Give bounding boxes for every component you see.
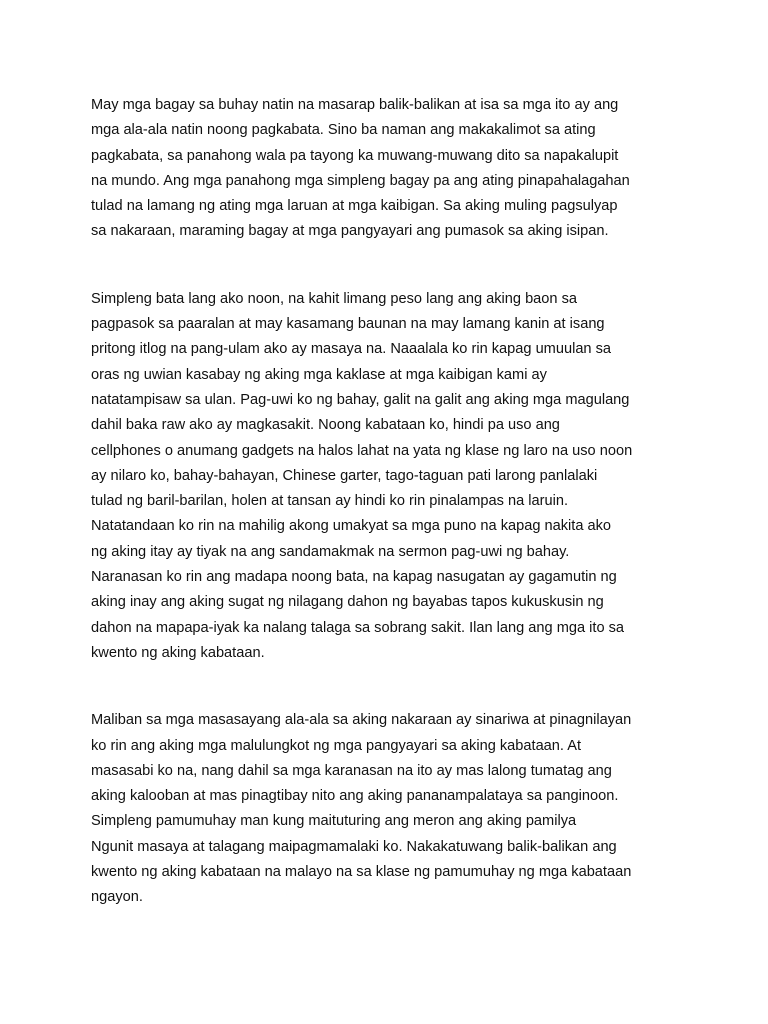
text-line: Ngunit masaya at talagang maipagmamalaki ko. Nakakatuwang balik-balikan ang (91, 838, 617, 855)
text-line: Maliban sa mga masasayang ala-ala sa aking nakaraan ay sinariwa at pinagnilayan (91, 712, 632, 729)
text-line: sa nakaraan, maraming bagay at mga pangyayari ang pumasok sa aking isipan. (91, 223, 609, 240)
text-line: dahil baka raw ako ay magkasakit. Noong kabataan ko, hindi pa uso ang (91, 417, 560, 434)
text-line: May mga bagay sa buhay natin na masarap balik-balikan at isa sa mga ito ay ang (91, 97, 619, 113)
text-line: aking inay ang aking sugat ng nilagang dahon ng bayabas tapos kukuskusin ng (91, 594, 604, 611)
text-line: ng aking itay ay tiyak na ang sandamakmak na sermon pag-uwi ng bahay. (91, 543, 570, 560)
paragraph-3 (91, 708, 691, 910)
text-line: Simpleng pamumuhay man kung maituturing ang meron ang aking pamilya (91, 813, 577, 830)
text-line: na mundo. Ang mga panahong mga simpleng bagay pa ang ating pinapahalagahan (91, 172, 630, 189)
text-line: kwento ng aking kabataan. (91, 644, 265, 661)
text-line: ay nilaro ko, bahay-bahayan, Chinese garter, tago-taguan pati larong panlalaki (91, 467, 598, 484)
text-line: Natatandaan ko rin na mahilig akong umakyat sa mga puno na kapag nakita ako (91, 518, 612, 535)
text-line: Naranasan ko rin ang madapa noong bata, na kapag nasugatan ay gagamutin ng (91, 569, 617, 586)
paragraph-2 (91, 287, 691, 666)
text-line: natatampisaw sa ulan. Pag-uwi ko ng bahay, galit na galit ang aking mga magulang (91, 391, 630, 408)
paragraph-1 (91, 93, 691, 245)
document-body (91, 93, 691, 911)
text-line: cellphones o anumang gadgets na halos lahat na yata ng klase ng laro na uso noon (91, 442, 633, 459)
text-line: pritong itlog na pang-ulam ako ay masaya na. Naaalala ko rin kapag umuulan sa (91, 341, 612, 358)
text-line: masasabi ko na, nang dahil sa mga karanasan na ito ay mas lalong tumatag ang (91, 762, 612, 779)
text-line: ngayon. (91, 889, 143, 906)
text-line: pagpasok sa paaralan at may kasamang baunan na may lamang kanin at isang (91, 316, 605, 333)
text-line: ko rin ang aking mga malulungkot ng mga pangyayari sa aking kabataan. At (91, 737, 582, 754)
text-line: aking kalooban at mas pinagtibay nito ang aking pananampalataya sa panginoon. (91, 788, 619, 805)
text-line: mga ala-ala natin noong pagkabata. Sino ba naman ang makakalimot sa ating (91, 122, 596, 139)
text-line: kwento ng aking kabataan na malayo na sa klase ng pamumuhay ng mga kabataan (91, 864, 632, 881)
text-line: tulad na lamang ng ating mga laruan at mga kaibigan. Sa aking muling pagsulyap (91, 198, 618, 215)
text-line: tulad ng baril-barilan, holen at tansan ay hindi ko rin pinalampas na laruin. (91, 493, 569, 510)
text-line: pagkabata, sa panahong wala pa tayong ka muwang-muwang dito sa napakalupit (91, 147, 619, 164)
text-line: dahon na mapapa-iyak ka nalang talaga sa sobrang sakit. Ilan lang ang mga ito sa (91, 619, 625, 636)
text-line: oras ng uwian kasabay ng aking mga kaklase at mga kaibigan kami ay (91, 366, 547, 383)
text-line: Simpleng bata lang ako noon, na kahit limang peso lang ang aking baon sa (91, 290, 577, 307)
